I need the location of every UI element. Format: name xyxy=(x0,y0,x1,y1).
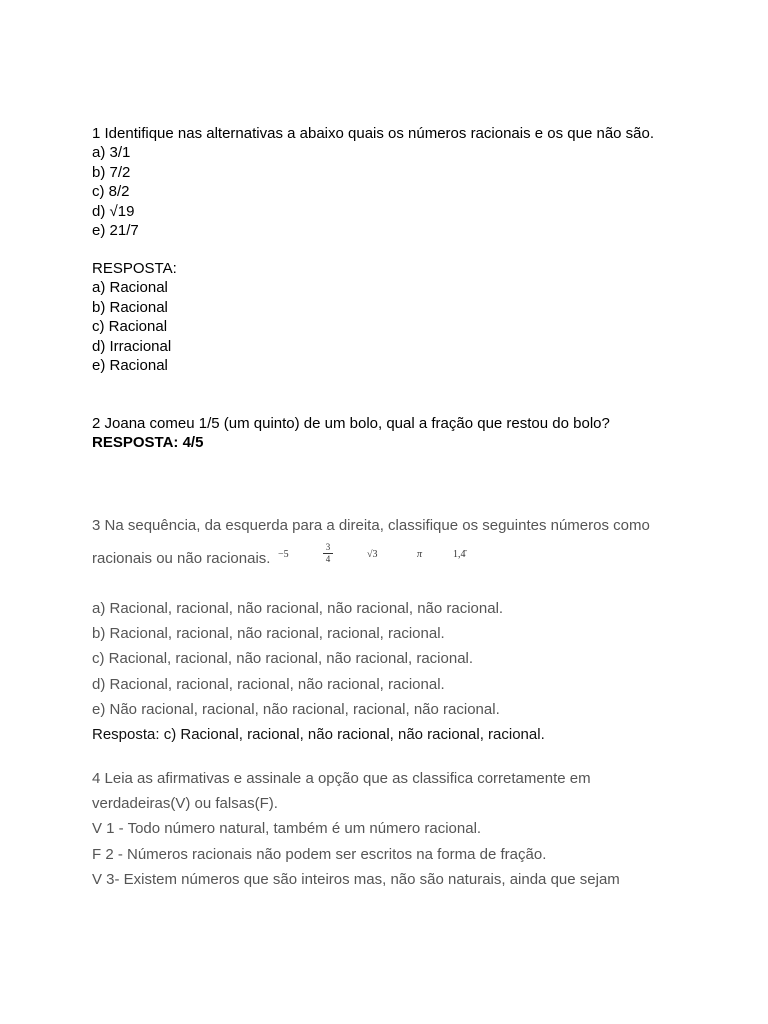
question-4-line: V 3- Existem números que são inteiros mas, não são naturais, ainda que sejam xyxy=(92,870,620,888)
number-minus-five: −5 xyxy=(278,549,289,560)
question-3-text-line: 3 Na sequência, da esquerda para a direita, classifique os seguintes números como xyxy=(92,517,650,534)
question-3-option: d) Racional, racional, racional, não racional, racional. xyxy=(92,675,445,693)
answer-item: c) Racional xyxy=(92,318,168,336)
question-3-option: c) Racional, racional, não racional, não racional, racional. xyxy=(92,650,474,668)
question-1 xyxy=(92,124,654,240)
question-3-answer: Resposta: c) Racional, racional, não racional, não racional, racional. xyxy=(92,725,545,743)
question-3-text-line: racionais ou não racionais. xyxy=(92,550,271,567)
question-3-options xyxy=(92,596,545,747)
question-3-numbers-row xyxy=(92,541,692,571)
answer-item: a) Racional xyxy=(92,279,168,297)
question-1-option: a) 3/1 xyxy=(92,144,131,162)
question-4 xyxy=(92,766,620,892)
question-1-option: d) √19 xyxy=(92,202,135,220)
number-periodic-decimal: 1,4̄ xyxy=(453,549,466,560)
question-2-text: 2 Joana comeu 1/5 (um quinto) de um bolo, qual a fração que restou do bolo? xyxy=(92,415,610,432)
question-1-option: e) 21/7 xyxy=(92,221,139,239)
answer-item: d) Irracional xyxy=(92,337,172,355)
answer-item: e) Racional xyxy=(92,356,168,374)
question-4-line: F 2 - Números racionais não podem ser escritos na forma de fração. xyxy=(92,845,547,863)
question-4-line: verdadeiras(V) ou falsas(F). xyxy=(92,795,278,813)
fraction-denominator: 4 xyxy=(325,554,331,564)
question-1-option: c) 8/2 xyxy=(92,183,130,201)
answer-label: RESPOSTA: xyxy=(92,260,177,277)
question-4-line: V 1 - Todo número natural, também é um número racional. xyxy=(92,820,482,838)
number-three-quarters xyxy=(323,543,333,564)
number-pi: π xyxy=(417,549,423,560)
question-3-option: b) Racional, racional, não racional, racional, racional. xyxy=(92,625,445,643)
question-2-answer: RESPOSTA: 4/5 xyxy=(92,434,204,452)
question-3 xyxy=(92,513,650,538)
question-1-answer xyxy=(92,259,177,375)
question-4-line: 4 Leia as afirmativas e assinale a opção que as classifica corretamente em xyxy=(92,770,591,787)
question-2 xyxy=(92,414,610,453)
question-3-option: e) Não racional, racional, não racional, racional, não racional. xyxy=(92,700,500,718)
answer-item: b) Racional xyxy=(92,298,168,316)
question-1-text: 1 Identifique nas alternativas a abaixo quais os números racionais e os que não são. xyxy=(92,125,655,142)
fraction-numerator: 3 xyxy=(323,543,333,554)
question-1-option: b) 7/2 xyxy=(92,163,131,181)
question-3-option: a) Racional, racional, não racional, não racional, não racional. xyxy=(92,600,504,617)
number-root-three: √3 xyxy=(367,549,378,560)
